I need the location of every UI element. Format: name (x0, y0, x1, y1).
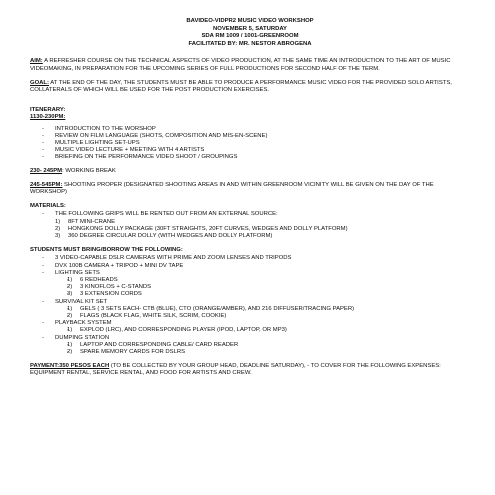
list-item: - MUSIC VIDEO LECTURE + MEETING WITH 4 ARTISTS (42, 147, 470, 154)
aim-text: A REFRESHER COURSE ON THE TECHNICAL ASPECTS OF VIDEO PRODUCTION, AT THE SAME TIME AN INTRODUCTION TO THE ART OF MUSIC VIDEOMAKING, IN PREPARATION FOR THE UPCOMING SERIES OF FULL PRODUCTIONS FOR SECOND HALF OF THE TERM. (30, 58, 451, 72)
list-item: 1) 8FT MINI-CRANE (55, 218, 116, 225)
students-heading: STUDENTS MUST BRING/BORROW THE FOLLOWING: (30, 247, 183, 254)
workshop-date: NOVEMBER 5, SATURDAY (213, 25, 287, 32)
list-item: - 2) FLAGS (BLACK FLAG, WHITE SILK, SCRIM, COOKIE) (67, 313, 470, 320)
list-item: - 1) GELS ( 3 SETS EACH- CTB (BLUE), CTO (ORANGE/AMBER), AND 216 DIFFUSER/TRACING PAPER) (67, 306, 470, 313)
materials-list (30, 211, 470, 218)
list-item: - 3) 3 EXTENSION CORDS (67, 291, 470, 298)
list-item: - INTRODUCTION TO THE WORSHOP (42, 126, 470, 133)
list-item: - DUMPING STATION - 1) LAPTOP AND CORRESPONDING CABLE/ CARD READER - 2) SPARE MEMORY CARDS FOR DSLRS (42, 335, 470, 357)
materials-grips-list (30, 219, 470, 241)
itinerary-block2 (30, 168, 470, 175)
document-header (30, 18, 470, 48)
workshop-venue: SDA RM 1009 / 1001-GREENROOM (201, 33, 299, 40)
payment-text: (TO BE COLLECTED BY YOUR GROUP HEAD, DEADLINE SATURDAY), - TO COVER FOR THE FOLLOWING EXPENSES: EQUIPMENT RENTAL, SERVICE RENTAL, AND FOOD FOR ARTISTS AND CREW. (30, 363, 441, 377)
payment-paragraph (30, 363, 470, 377)
list-item: - DVX 100B CAMERA + TRIPOD + MINI DV TAPE (42, 263, 470, 270)
list-item: - REVIEW ON FILM LANGUAGE (SHOTS, COMPOSITION AND MIS-EN-SCENE) (42, 133, 470, 140)
aim-label: AIM: (30, 58, 43, 65)
itinerary-block3-text: SHOOTING PROPER (DESIGNATED SHOOTING AREAS IN AND WITHIN GREENROOM VICINITY WILL BE GIVEN ON THE DAY OF THE WORKSHOP) (30, 181, 434, 196)
itinerary-block1-time: 1130-230PM: (30, 114, 66, 121)
workshop-title: BAVIDEO-VIDPR2 MUSIC VIDEO WORKSHOP (186, 18, 314, 24)
itinerary-block1-list (30, 126, 470, 162)
goal-text: AT THE END OF THE DAY, THE STUDENTS MUST BE ABLE TO PRODUCE A PERFORMANCE MUSIC VIDEO FOR THE PROVIDED SOLO ARTISTS, COLLATERALS OF WHICH WILL BE USED FOR THE POST PRODUCTION EXERCISES. (30, 79, 452, 93)
itinerary-block2-time: 230- 245PM (30, 167, 63, 174)
goal-paragraph (30, 80, 470, 94)
list-item: - 1) 6 REDHEADS (67, 277, 470, 284)
list-item: - PLAYBACK SYSTEM - 1) EXPLOD (LRC), AND CORRESPONDING PLAYER (IPOD, LAPTOP, OR MP3) (42, 320, 470, 334)
list-item: - LIGHTING SETS - 1) 6 REDHEADS - 2) 3 KINOFLOS + C-STANDS - 3) 3 EXTENSION CORDS (42, 270, 470, 299)
materials-heading: MATERIALS: (30, 203, 66, 210)
workshop-facilitator: FACILITATED BY: MR. NESTOR ABROGENA (188, 40, 312, 47)
itinerary-block3 (30, 182, 470, 196)
itinerary-heading: ITENERARY: (30, 107, 66, 114)
itinerary-block3-time: 245-545PM: (30, 181, 63, 188)
list-item: 3) 360 DEGREE CIRCULAR DOLLY (WITH WEDGES AND DOLLY PLATFORM) (55, 233, 273, 240)
list-item: - MULTIPLE LIGHTING SET-UPS (42, 140, 470, 147)
goal-label: GOAL: (30, 79, 49, 86)
list-item: - 2) 3 KINOFLOS + C-STANDS (67, 284, 470, 291)
workshop-document (30, 14, 470, 385)
list-item: - 3 VIDEO-CAPABLE DSLR CAMERAS WITH PRIME AND ZOOM LENSES AND TRIPODS (42, 255, 470, 262)
payment-label: PAYMENT:350 PESOS EACH (30, 363, 110, 370)
aim-paragraph (30, 58, 470, 72)
list-item: - THE FOLLOWING GRIPS WILL BE RENTED OUT FROM AN EXTERNAL SOURCE: (42, 211, 470, 218)
list-item: 2) HONGKONG DOLLY PACKAGE (30FT STRAIGHTS, 20FT CURVES, WEDGES AND DOLLY PLATFORM) (55, 225, 348, 232)
list-item: - 1) EXPLOD (LRC), AND CORRESPONDING PLAYER (IPOD, LAPTOP, OR MP3) (67, 327, 470, 334)
list-item: - 1) LAPTOP AND CORRESPONDING CABLE/ CARD READER (67, 342, 470, 349)
list-item: - 2) SPARE MEMORY CARDS FOR DSLRS (67, 349, 470, 356)
list-item: - BRIEFING ON THE PERFORMANCE VIDEO SHOOT / GROUPINGS (42, 154, 470, 161)
itinerary-block2-text: : WORKING BREAK (62, 167, 116, 174)
students-list (30, 255, 470, 356)
list-item: - SURVIVAL KIT SET - 1) GELS ( 3 SETS EACH- CTB (BLUE), CTO (ORANGE/AMBER), AND 216 DIFFUSER/TRACING PAPER) - 2) FLAGS (BLACK FLAG, WHITE SILK, SCRIM, COOKIE) (42, 299, 470, 321)
